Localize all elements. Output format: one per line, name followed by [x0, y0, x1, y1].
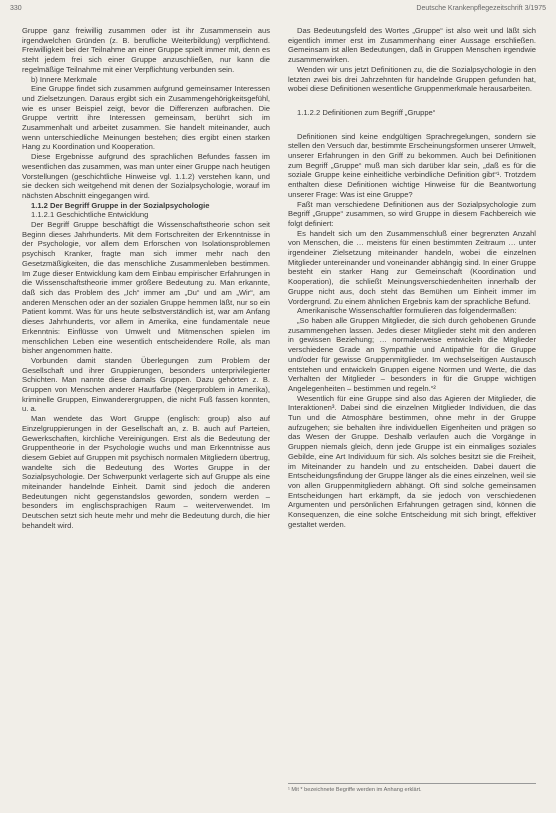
section-heading-1-1-2-1: 1.1.2.1 Geschichtliche Entwicklung	[31, 210, 149, 220]
left-column	[22, 26, 270, 531]
page-number: 330	[10, 5, 22, 12]
paragraph: Gruppe ganz freiwillig zusammen oder ist ihr Zusammensein aus irgendwelchen Gründen (z. B. berufliche Weiterbildung) verpflichtend. Freiwilligkeit bei der Teilnahme an einer Gruppe spielt immer mit, denn es steht jedem frei sich einer Gruppe anzuschließen, nur kann die regelmäßige Teilnahme mit einer Verpflichtung verbunden sein.	[22, 26, 270, 74]
paragraph: Der Begriff Gruppe beschäftigt die Wissenschaftstheorie schon seit Beginn dieses Jahrhunderts. Mit dem Fortschreiten der Erkenntnisse in der Psychologie, vor allem dem Erforschen von Isolationsproblemen psychisch Kranker, fragte man sich immer mehr nach den Gesetzmäßigkeiten, die das menschliche Zusammenleben bestimmen. Im Zuge dieser Entwicklung kam dem Einbau empirischer Erfahrungen in die Wissenschaftstheorie immer größere Bedeutung zu. Man erkannte, daß sich das Problem des „Ich“ immer am „Du“ und am „Wir“, am anderen Menschen oder an der sozialen Gruppe hemmen läßt, nur so ein Patient kommt. Was für uns heute selbstverständlich ist, war am Anfang dieses Jahrhunderts, vor allem in Amerika, eine fundamentale neue Erkenntnis: Einflüsse von Umwelt und Mitmenschen spielen im menschlichen Leben eine wesentlich entscheidendere Rolle, als man bisher angenommen hatte.	[22, 220, 270, 356]
paragraph: Vorbunden damit standen Überlegungen zum Problem der Gesellschaft und ihrer Gruppierungen, besonders unterprivilegierter Schichten. Man nannte diese damals Gruppen. Dazu gehörten z. B. Gruppen von Menschen anderer Hautfarbe (Negerproblem in Amerika), kriminelle Gruppen, Einwanderergruppen, die nicht Fuß fassen konnten, u. a.	[22, 355, 270, 414]
paragraph: Wenden wir uns jetzt Definitionen zu, die die Sozialpsychologie in den letzten zwei bis drei Jahrzehnten für handelnde Gruppen gefunden hat, wobei diese Definitionen wesentliche Gruppenmerkmale herausarbeiten.	[288, 64, 536, 94]
block-quote: „So haben alle Gruppen Mitglieder, die sich durch gehobenen Grunde zusammengehen lassen. Jedes dieser Mitglieder steht mit den anderen in gewissen Beziehung; … normalerweise entwickeln die Mitglieder verschiedene Grade an Sympathie und Antipathie für die Gruppe und/oder für gewisse Gruppenmitglieder. Im wechselseitigen Austausch entstehen und entwickeln Gruppen eigene Normen und Werte, die das Verhalten der Mitglieder – besonders in für die Gruppe wichtigen Angelegenheiten – bestimmen und regeln.“²	[288, 315, 536, 393]
journal-title: Deutsche Krankenpflegezeitschrift 3/1975	[416, 5, 546, 12]
paragraph: Wesentlich für eine Gruppe sind also das Agieren der Mitglieder, die Interaktionen³. Dabei sind die einzelnen Mitglieder Individuen, die das Tun und die Atmosphäre bestimmen, ohne mehr in der Gruppe aufzugehen; sie behalten ihre individuellen Eigenheiten und prägen so das Wesen der Gruppe. Deshalb verlaufen auch die Vorgänge in Gruppen niemals gleich, denn jede Gruppe ist ein einmaliges soziales Gebilde, eine Art Individuum für sich. Als solches besitzt sie die Freiheit, im Miteinander zu handeln und zu entscheiden. Dabei dauert die Entscheidungsfindung der Gruppe länger als die eines einzelnen, weil sie von allen Gruppenmitgliedern abhängt. Oft sind solche gemeinsamen Entscheidungen hart erkämpft, da sie jedoch von verschiedenen Argumenten und persönlichen Erfahrungen getragen sind, können die Konsequenzen, die eine solche Entscheidung mit sich bringt, effektiver gestaltet werden.	[288, 393, 536, 529]
paragraph: Definitionen sind keine endgültigen Sprachregelungen, sondern sie stellen den Versuch dar, bestimmte Erscheinungsformen unserer Umwelt, unserer Erfahrungen in den Griff zu bekommen. Auch bei Definitionen zum Begriff „Gruppe“ muß man sich darüber klar sein, „daß es für die soziale Gruppe keine einheitliche verbindliche Definition gibt“¹. Trotzdem enthalten diese Definitionen wichtige Hinweise für die Beantwortung unserer Frage: Was ist eine Gruppe?	[288, 131, 536, 199]
subheading-inner-features: b) Innere Merkmale	[31, 74, 97, 84]
paragraph: Man wendete das Wort Gruppe (englisch: group) also auf Einzelgruppierungen in der Gesellschaft an, z. B. auch auf Parteien, Gewerkschaften, kirchliche Vereinigungen. Erst als die Bedeutung der Gruppentheorie in der Psychologie wuchs und man Erkenntnisse aus diesem Gebiet auf Gruppen mit psychisch normalen Mitgliedern übertrug, wandelte sich die Bedeutung des Wortes Gruppe in der Sozialpsychologie. Der Schwerpunkt verlagerte sich auf Gruppe als eine miteinander handelnde Einheit. Damit sind jedoch die anderen Bedeutungen nicht gegenstandslos geworden, sondern werden – besonders im englischsprachigen Raum – weiterverwendet. Im Deutschen setzt sich heute mehr und mehr die Bedeutung durch, die hier behandelt wird.	[22, 414, 270, 530]
paragraph: Es handelt sich um den Zusammenschluß einer begrenzten Anzahl von Menschen, die … meistens für einen bestimmten Zeitraum … unter irgendeiner Zielsetzung miteinander handeln, wobei die einzelnen Mitglieder untereinander und voneinander abhängig sind. In einer Gruppe besteht ein starker Hang zur Gemeinschaft (Koordination und Kooperation), die schließt Meinungsverschiedenheiten innerhalb der Gruppe nicht aus, doch steht das Bemühen um Einheit immer im Vordergrund. Zu einem ähnlichen Ergebnis kam der sprachliche Befund.	[288, 228, 536, 306]
page-header	[10, 5, 546, 15]
footnote: ¹ Mit * bezeichnete Begriffe werden im Anhang erklärt.	[288, 783, 536, 793]
paragraph: Faßt man verschiedene Definitionen aus der Sozialpsychologie zum Begriff „Gruppe“ zusammen, so wird Gruppe in diesem Fachbereich wie folgt definiert:	[288, 199, 536, 228]
paragraph: Amerikanische Wissenschaftler formulieren das folgendermaßen:	[297, 306, 517, 316]
paragraph: Diese Ergebnisse aufgrund des sprachlichen Befundes fassen im wesentlichen das zusammen, was man unter einer Gruppe nach heutigen Vorstellungen (geschichtliche Hinweise vgl. 1.1.2) verstehen kann, und sie decken sich weitgehend mit denen der Sozialpsychologie, worauf im nächsten Abschnitt eingegangen wird.	[22, 152, 270, 200]
right-column	[288, 26, 536, 529]
paragraph: Das Bedeutungsfeld des Wortes „Gruppe“ ist also weit und läßt sich eigentlich immer erst im Zusammenhang einer Aussage erschließen. Gemeinsam ist allen Bedeutungen, daß in Gruppen Menschen irgendwie zusammenwirken.	[288, 26, 536, 65]
paragraph: Eine Gruppe findet sich zusammen aufgrund gemeinsamer Interessen und Zielsetzungen. Daraus ergibt sich ein Zusammengehörigkeitsgefühl, wie es unser Beispiel zeigt, bevor die Differenzen aufbrachen. Die Gruppe vertritt ihre Interessen gemeinsam, berührt sich im Zusammenhalt und arbeitet zusammen. Sie handelt miteinander, auch wenn unterschiedliche Meinungen bestehen; dies ergibt einen starken Hang zu Koordination und Kooperation.	[22, 84, 270, 152]
section-heading-1-1-2-2: 1.1.2.2 Definitionen zum Begriff „Gruppe“	[297, 107, 436, 117]
section-heading-1-1-2: 1.1.2 Der Begriff Gruppe in der Sozialpsychologie	[31, 200, 210, 210]
